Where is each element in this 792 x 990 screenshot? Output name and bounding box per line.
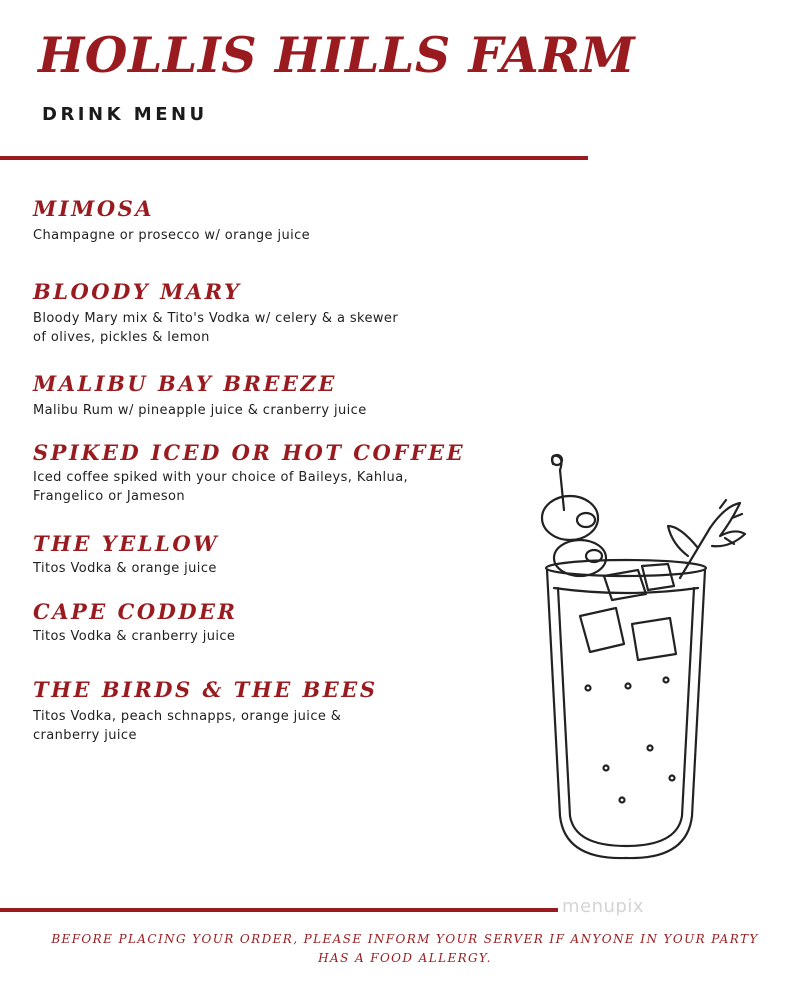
menu-item-name: MIMOSA [33,196,155,221]
menu-item-birds-and-bees [33,677,473,745]
menu-item-cape-codder [33,599,473,646]
menu-item-description: Malibu Rum w/ pineapple juice & cranberry juice [33,403,367,418]
menu-item-name: CAPE CODDER [33,599,238,624]
allergy-notice [20,930,790,968]
menu-item-malibu-bay-breeze [33,371,473,420]
footer-divider [0,908,558,912]
allergy-notice-line2: HAS A FOOD ALLERGY. [318,951,492,965]
page-subtitle: DRINK MENU [42,104,208,125]
menu-item-the-yellow [33,531,473,578]
menu-item-name: THE YELLOW [33,531,220,556]
menu-item-description: Titos Vodka & cranberry juice [33,629,236,644]
page-title: HOLLIS HILLS FARM [38,26,636,84]
allergy-notice-line1: BEFORE PLACING YOUR ORDER, PLEASE INFORM YOUR SERVER IF ANYONE IN YOUR PARTY [51,932,759,946]
menu-item-name: MALIBU BAY BREEZE [33,371,337,396]
menu-item-name: BLOODY MARY [33,279,242,304]
menu-item-description: Iced coffee spiked with your choice of Baileys, Kahlua, Frangelico or Jameson [33,470,409,504]
menu-item-name: THE BIRDS & THE BEES [33,677,378,702]
menu-item-description: Bloody Mary mix & Tito's Vodka w/ celery & a skewer of olives, pickles & lemon [33,311,399,345]
menu-item-spiked-coffee [33,440,473,506]
menu-item-description: Titos Vodka & orange juice [33,561,217,576]
menu-item-description: Champagne or prosecco w/ orange juice [33,228,311,243]
menu-item-name: SPIKED ICED OR HOT COFFEE [33,440,466,465]
menu-item-description: Titos Vodka, peach schnapps, orange juice & cranberry juice [33,709,342,743]
cocktail-glass-illustration [520,448,770,868]
header-divider [0,156,588,160]
menu-item-bloody-mary [33,279,473,347]
menupix-watermark: menupix [562,896,645,917]
menu-item-mimosa [33,196,473,245]
